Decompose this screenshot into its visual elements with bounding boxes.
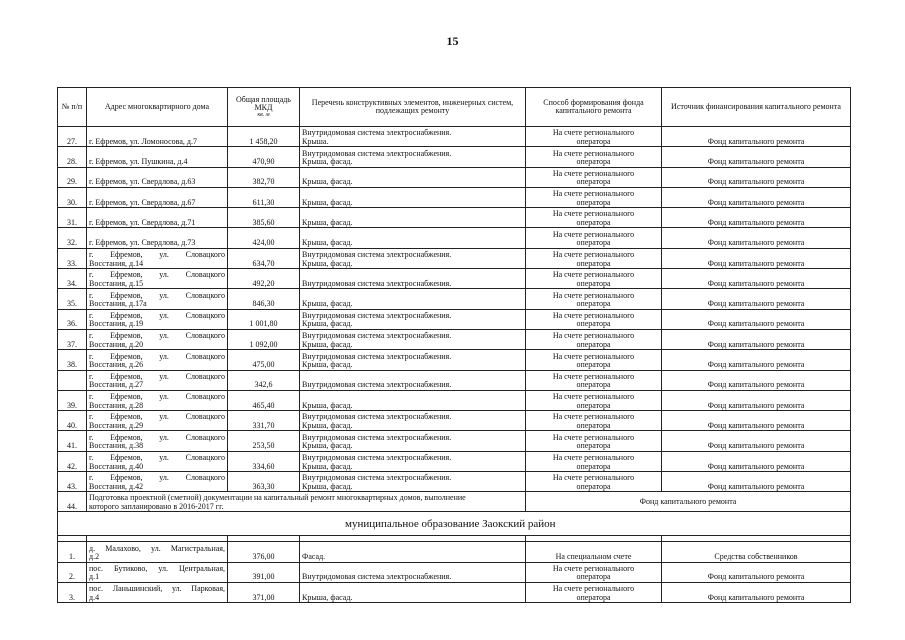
method-line: На счете регионального <box>552 128 635 138</box>
address-cell <box>87 472 228 492</box>
address-line: г. Ефремов, ул. Словацкого <box>89 371 225 381</box>
method-cell <box>526 542 662 562</box>
area-cell: 465,40 <box>228 390 300 410</box>
address-cell <box>87 411 228 431</box>
works-line: Крыша, фасад. <box>302 319 353 329</box>
address-line: г. Ефремов, ул. Словацкого <box>89 270 225 280</box>
works-cell <box>300 472 526 492</box>
table-row <box>58 289 851 309</box>
works-line: Крыша, фасад. <box>302 299 353 309</box>
repair-table <box>57 87 851 603</box>
address-line: д.1 <box>89 572 100 582</box>
table-row <box>58 187 851 207</box>
works-line: Крыша. <box>302 136 329 146</box>
note-text <box>87 492 526 512</box>
note-text-line: Подготовка проектной (сметной) документации на капитальный ремонт многоквартирных домов, выполнение <box>89 493 466 503</box>
row-number: 43. <box>58 472 87 492</box>
address-line: г. Ефремов, ул. Словацкого <box>89 331 225 341</box>
address-cell <box>87 390 228 410</box>
works-cell <box>300 187 526 207</box>
header-area-label: Общая площадь МКД <box>236 94 291 112</box>
section-row <box>58 512 851 536</box>
row-number: 28. <box>58 147 87 167</box>
table-row <box>58 411 851 431</box>
method-line: На специальном счете <box>555 552 632 562</box>
method-cell <box>526 127 662 147</box>
row-number: 27. <box>58 127 87 147</box>
address-line: Восстания, д.29 <box>89 420 144 430</box>
source-cell: Фонд капитального ремонта <box>662 582 851 602</box>
address-line: Восстания, д.28 <box>89 400 144 410</box>
method-cell <box>526 329 662 349</box>
works-cell <box>300 350 526 370</box>
table-row <box>58 147 851 167</box>
address-line: Восстания, д.38 <box>89 441 144 451</box>
address-cell <box>87 542 228 562</box>
address-cell <box>87 350 228 370</box>
address-line: пос. Ланьшинский, ул. Парковая, <box>89 584 225 594</box>
address-line: Восстания, д.15 <box>89 278 144 288</box>
address-line: д.4 <box>89 592 100 602</box>
method-line: оператора <box>576 592 611 602</box>
method-line: оператора <box>576 217 611 227</box>
works-line: Крыша, фасад. <box>302 360 353 370</box>
address-line: г. Ефремов, ул. Словацкого <box>89 412 225 422</box>
method-line: На счете регионального <box>552 270 635 280</box>
address-line: г. Ефремов, ул. Словацкого <box>89 250 225 260</box>
address-cell <box>87 329 228 349</box>
source-cell: Фонд капитального ремонта <box>662 248 851 268</box>
works-cell <box>300 411 526 431</box>
works-line: Крыша, фасад. <box>302 400 353 410</box>
method-line: На счете регионального <box>552 563 635 573</box>
method-line: оператора <box>576 461 611 471</box>
table-row <box>58 582 851 602</box>
works-line: Внутридомовая система электроснабжения. <box>302 250 452 260</box>
row-number: 37. <box>58 329 87 349</box>
row-number: 34. <box>58 269 87 289</box>
address-line: Восстания, д.19 <box>89 319 144 329</box>
method-line: оператора <box>576 360 611 370</box>
works-line: Крыша, фасад. <box>302 420 353 430</box>
row-number: 1. <box>58 542 87 562</box>
address-line: г. Ефремов, ул. Словацкого <box>89 351 225 361</box>
method-cell <box>526 582 662 602</box>
row-number: 39. <box>58 390 87 410</box>
method-line: На счете регионального <box>552 371 635 381</box>
method-cell <box>526 431 662 451</box>
area-cell: 363,30 <box>228 472 300 492</box>
address-line: г. Ефремов, ул. Свердлова, д.73 <box>89 238 196 248</box>
source-cell: Фонд капитального ремонта <box>662 187 851 207</box>
header-source: Источник финансирования капитального ремонта <box>662 88 851 127</box>
method-line: оператора <box>576 319 611 329</box>
area-cell: 611,30 <box>228 187 300 207</box>
area-cell: 334,60 <box>228 451 300 471</box>
works-line: Внутридомовая система электроснабжения. <box>302 351 452 361</box>
method-line: оператора <box>576 238 611 248</box>
row-number: 3. <box>58 582 87 602</box>
address-cell <box>87 127 228 147</box>
address-cell <box>87 228 228 248</box>
address-cell <box>87 208 228 228</box>
header-num: № п/п <box>58 88 87 127</box>
source-cell: Фонд капитального ремонта <box>662 228 851 248</box>
works-cell <box>300 167 526 187</box>
address-line: д.2 <box>89 552 100 562</box>
method-line: На счете регионального <box>552 584 635 594</box>
works-cell <box>300 269 526 289</box>
address-line: Восстания, д.14 <box>89 258 144 268</box>
method-line: оператора <box>576 278 611 288</box>
works-line: Крыша, фасад. <box>302 197 353 207</box>
works-cell <box>300 147 526 167</box>
address-line: г. Ефремов, ул. Словацкого <box>89 310 225 320</box>
method-line: На счете регионального <box>552 392 635 402</box>
method-line: На счете регионального <box>552 351 635 361</box>
works-cell <box>300 582 526 602</box>
address-line: г. Ефремов, ул. Свердлова, д.71 <box>89 217 196 227</box>
table-row <box>58 390 851 410</box>
method-line: На счете регионального <box>552 148 635 158</box>
table-row <box>58 127 851 147</box>
method-line: На счете регионального <box>552 189 635 199</box>
method-line: На счете регионального <box>552 290 635 300</box>
works-line: Внутридомовая система электроснабжения. <box>302 128 452 138</box>
header-area-unit: кв. м <box>257 111 270 118</box>
address-line: Восстания, д.40 <box>89 461 144 471</box>
row-number: 42. <box>58 451 87 471</box>
area-cell: 253,50 <box>228 431 300 451</box>
works-line: Внутридомовая система электроснабжения. <box>302 278 452 288</box>
works-line: Фасад. <box>302 552 326 562</box>
method-line: На счете регионального <box>552 250 635 260</box>
source-cell: Фонд капитального ремонта <box>662 147 851 167</box>
table-row <box>58 370 851 390</box>
table-row <box>58 350 851 370</box>
address-cell <box>87 562 228 582</box>
area-cell: 492,20 <box>228 269 300 289</box>
section-title: муниципальное образование Заокский район <box>58 512 851 536</box>
header-works: Перечень конструктивных элементов, инженерных систем, подлежащих ремонту <box>300 88 526 127</box>
method-line: На счете регионального <box>552 209 635 219</box>
method-line: оператора <box>576 157 611 167</box>
method-line: оператора <box>576 481 611 491</box>
address-cell <box>87 269 228 289</box>
header-area <box>228 88 300 127</box>
works-cell <box>300 228 526 248</box>
works-cell <box>300 431 526 451</box>
address-line: Восстания, д.20 <box>89 339 144 349</box>
works-line: Внутридомовая система электроснабжения. <box>302 453 452 463</box>
table-row <box>58 269 851 289</box>
address-cell <box>87 248 228 268</box>
table-row <box>58 208 851 228</box>
method-cell <box>526 248 662 268</box>
address-line: г. Ефремов, ул. Словацкого <box>89 432 225 442</box>
page-number: 15 <box>446 34 459 48</box>
area-cell: 846,30 <box>228 289 300 309</box>
area-cell: 382,70 <box>228 167 300 187</box>
works-line: Крыша, фасад. <box>302 461 353 471</box>
address-cell <box>87 187 228 207</box>
works-line: Крыша, фасад. <box>302 177 353 187</box>
address-line: г. Ефремов, ул. Словацкого <box>89 290 225 300</box>
works-line: Внутридомовая система электроснабжения. <box>302 310 452 320</box>
source-cell: Фонд капитального ремонта <box>662 208 851 228</box>
method-line: оператора <box>576 299 611 309</box>
method-line: На счете регионального <box>552 453 635 463</box>
method-cell <box>526 350 662 370</box>
source-cell: Фонд капитального ремонта <box>662 289 851 309</box>
note-text-line: которого запланировано в 2016-2017 гг. <box>89 501 224 511</box>
table-row <box>58 329 851 349</box>
source-cell: Фонд капитального ремонта <box>662 472 851 492</box>
works-line: Внутридомовая система электроснабжения. <box>302 572 452 582</box>
source-cell: Фонд капитального ремонта <box>662 390 851 410</box>
method-line: оператора <box>576 177 611 187</box>
address-cell <box>87 289 228 309</box>
address-line: г. Ефремов, ул. Свердлова, д.67 <box>89 197 196 207</box>
row-number: 33. <box>58 248 87 268</box>
area-cell: 1 092,00 <box>228 329 300 349</box>
area-cell: 475,00 <box>228 350 300 370</box>
method-cell <box>526 562 662 582</box>
area-cell: 371,00 <box>228 582 300 602</box>
method-line: На счете регионального <box>552 168 635 178</box>
works-line: Внутридомовая система электроснабжения. <box>302 432 452 442</box>
area-cell: 424,00 <box>228 228 300 248</box>
area-cell: 385,60 <box>228 208 300 228</box>
table-row <box>58 431 851 451</box>
source-cell: Фонд капитального ремонта <box>662 329 851 349</box>
table-row <box>58 542 851 562</box>
source-cell: Фонд капитального ремонта <box>662 562 851 582</box>
note-row <box>58 492 851 512</box>
row-number: 35. <box>58 289 87 309</box>
address-line: Восстания, д.27 <box>89 380 144 390</box>
row-number: 38. <box>58 350 87 370</box>
source-cell: Фонд капитального ремонта <box>662 411 851 431</box>
method-cell <box>526 208 662 228</box>
address-cell <box>87 309 228 329</box>
works-line: Крыша, фасад. <box>302 339 353 349</box>
address-line: г. Ефремов, ул. Словацкого <box>89 392 225 402</box>
method-line: оператора <box>576 380 611 390</box>
table-row <box>58 248 851 268</box>
method-line: оператора <box>576 197 611 207</box>
method-line: оператора <box>576 258 611 268</box>
works-cell <box>300 451 526 471</box>
source-cell: Фонд капитального ремонта <box>662 370 851 390</box>
works-line: Крыша, фасад. <box>302 592 353 602</box>
address-cell <box>87 370 228 390</box>
table-row <box>58 562 851 582</box>
area-cell: 342,6 <box>228 370 300 390</box>
row-number: 31. <box>58 208 87 228</box>
address-cell <box>87 431 228 451</box>
method-cell <box>526 309 662 329</box>
address-cell <box>87 582 228 602</box>
address-cell <box>87 167 228 187</box>
source-cell: Фонд капитального ремонта <box>662 167 851 187</box>
method-cell <box>526 147 662 167</box>
works-line: Крыша, фасад. <box>302 157 353 167</box>
method-line: На счете регионального <box>552 331 635 341</box>
method-cell <box>526 167 662 187</box>
row-number <box>58 370 87 390</box>
method-cell <box>526 269 662 289</box>
method-line: На счете регионального <box>552 310 635 320</box>
source-cell: Фонд капитального ремонта <box>662 309 851 329</box>
address-line: г. Ефремов, ул. Словацкого <box>89 453 225 463</box>
area-cell: 1 458,20 <box>228 127 300 147</box>
row-number: 36. <box>58 309 87 329</box>
note-num: 44. <box>58 492 87 512</box>
works-cell <box>300 289 526 309</box>
works-cell <box>300 542 526 562</box>
address-cell <box>87 451 228 471</box>
address-line: Восстания, д.17а <box>89 299 147 309</box>
source-cell: Средства собственников <box>662 542 851 562</box>
method-line: оператора <box>576 400 611 410</box>
address-line: пос. Бутиково, ул. Центральная, <box>89 563 225 573</box>
method-cell <box>526 289 662 309</box>
row-number: 2. <box>58 562 87 582</box>
works-line: Крыша, фасад. <box>302 238 353 248</box>
table-row <box>58 309 851 329</box>
works-line: Внутридомовая система электроснабжения. <box>302 331 452 341</box>
table-row <box>58 228 851 248</box>
works-line: Крыша, фасад. <box>302 481 353 491</box>
method-line: оператора <box>576 420 611 430</box>
method-line: оператора <box>576 136 611 146</box>
works-line: Крыша, фасад. <box>302 441 353 451</box>
address-line: г. Ефремов, ул. Пушкина, д.4 <box>89 157 188 167</box>
method-line: оператора <box>576 441 611 451</box>
address-line: г. Ефремов, ул. Словацкого <box>89 473 225 483</box>
source-cell: Фонд капитального ремонта <box>662 431 851 451</box>
method-cell <box>526 370 662 390</box>
row-number: 30. <box>58 187 87 207</box>
address-line: Восстания, д.42 <box>89 481 144 491</box>
works-cell <box>300 208 526 228</box>
method-cell <box>526 228 662 248</box>
header-method: Способ формирования фонда капитального ремонта <box>526 88 662 127</box>
note-source: Фонд капитального ремонта <box>526 492 851 512</box>
area-cell: 470,90 <box>228 147 300 167</box>
method-line: На счете регионального <box>552 229 635 239</box>
table-row <box>58 472 851 492</box>
area-cell: 376,00 <box>228 542 300 562</box>
method-line: оператора <box>576 572 611 582</box>
area-cell: 634,70 <box>228 248 300 268</box>
header-address: Адрес многоквартирного дома <box>87 88 228 127</box>
row-number: 32. <box>58 228 87 248</box>
address-line: г. Ефремов, ул. Ломоносова, д.7 <box>89 136 197 146</box>
works-line: Крыша, фасад. <box>302 258 353 268</box>
area-cell: 1 001,80 <box>228 309 300 329</box>
works-cell <box>300 329 526 349</box>
works-cell <box>300 309 526 329</box>
works-line: Внутридомовая система электроснабжения. <box>302 473 452 483</box>
row-number: 41. <box>58 431 87 451</box>
table-row <box>58 451 851 471</box>
method-cell <box>526 472 662 492</box>
method-cell <box>526 187 662 207</box>
works-cell <box>300 370 526 390</box>
method-line: оператора <box>576 339 611 349</box>
method-cell <box>526 390 662 410</box>
works-line: Крыша, фасад. <box>302 217 353 227</box>
works-line: Внутридомовая система электроснабжения. <box>302 148 452 158</box>
source-cell: Фонд капитального ремонта <box>662 269 851 289</box>
method-line: На счете регионального <box>552 473 635 483</box>
works-line: Внутридомовая система электроснабжения. <box>302 412 452 422</box>
address-line: г. Ефремов, ул. Свердлова, д.63 <box>89 177 196 187</box>
area-cell: 331,70 <box>228 411 300 431</box>
method-cell <box>526 411 662 431</box>
works-cell <box>300 390 526 410</box>
works-cell <box>300 562 526 582</box>
method-line: На счете регионального <box>552 432 635 442</box>
address-cell <box>87 147 228 167</box>
row-number: 29. <box>58 167 87 187</box>
table-row <box>58 167 851 187</box>
source-cell: Фонд капитального ремонта <box>662 451 851 471</box>
method-cell <box>526 451 662 471</box>
source-cell: Фонд капитального ремонта <box>662 127 851 147</box>
row-number: 40. <box>58 411 87 431</box>
works-line: Внутридомовая система электроснабжения. <box>302 380 452 390</box>
works-cell <box>300 127 526 147</box>
address-line: Восстания, д.26 <box>89 360 144 370</box>
address-line: д. Малахово, ул. Магистральная, <box>89 543 225 553</box>
area-cell: 391,00 <box>228 562 300 582</box>
works-cell <box>300 248 526 268</box>
table-header-row <box>58 88 851 127</box>
source-cell: Фонд капитального ремонта <box>662 350 851 370</box>
method-line: На счете регионального <box>552 412 635 422</box>
